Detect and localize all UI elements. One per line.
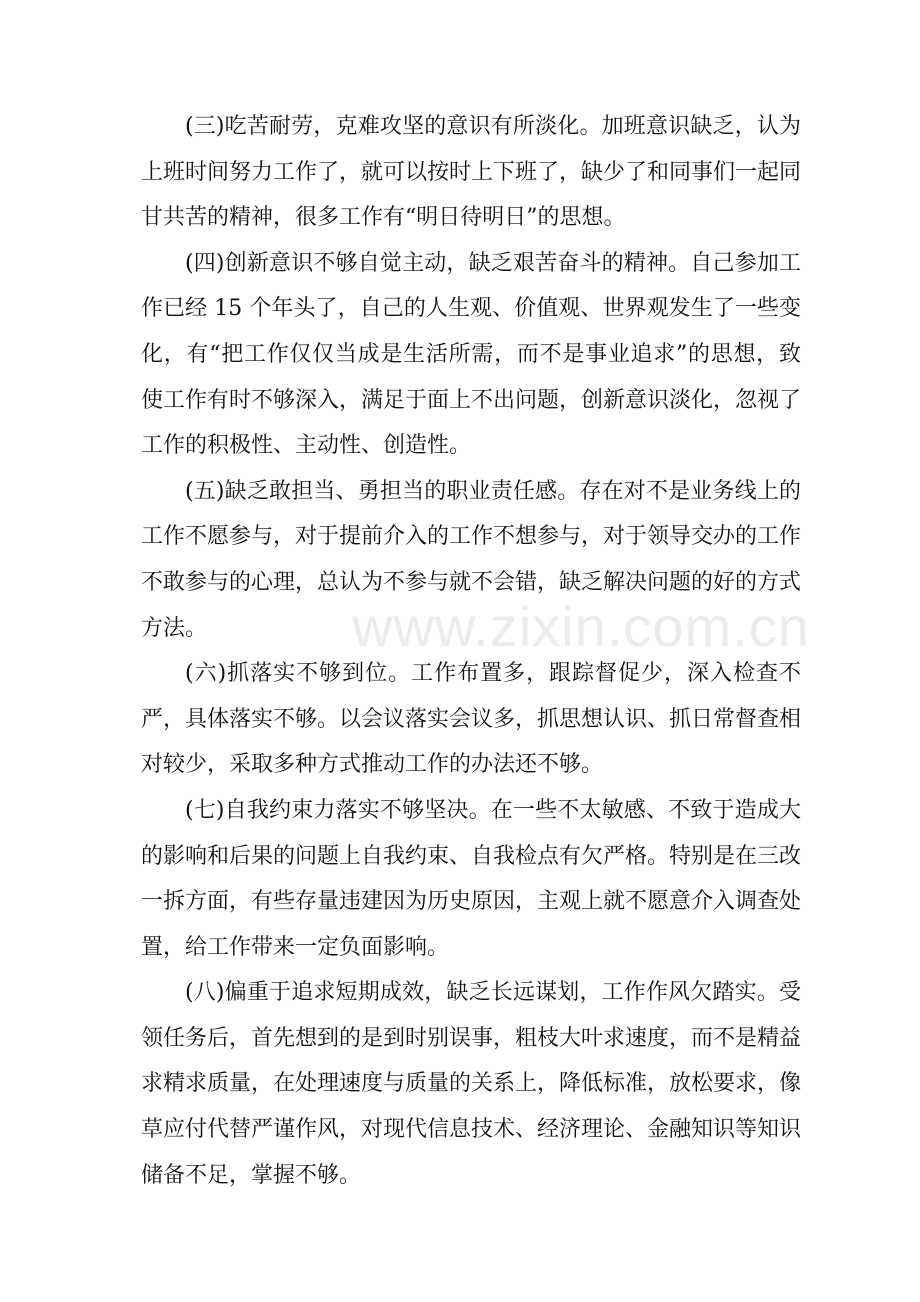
document-body <box>141 104 801 1198</box>
paragraph-7: (七)自我约束力落实不够坚决。在一些不太敏感、不致于造成大的影响和后果的问题上自我约束、自我检点有欠严格。特别是在三改一拆方面，有些存量违建因为历史原因，主观上就不愿意介入调查处置，给工作带来一定负面影响。 <box>141 797 802 960</box>
paragraph-6: (六)抓落实不够到位。工作布置多，跟踪督促少，深入检查不严，具体落实不够。以会议落实会议多，抓思想认识、抓日常督查相对较少，采取多种方式推动工作的办法还不够。 <box>141 661 802 778</box>
paragraph-4: (四)创新意识不够自觉主动，缺乏艰苦奋斗的精神。自己参加工作已经 15 个年头了，自己的人生观、价值观、世界观发生了一些变化，有“把工作仅仅当成是生活所需，而不是事业追求”的思想，致使工作有时不够深入，满足于面上不出问题，创新意识淡化，忽视了工作的积极性、主动性、创造性。 <box>141 250 802 459</box>
paragraph-8: (八)偏重于追求短期成效，缺乏长远谋划，工作作风欠踏实。受领任务后，首先想到的是到时别误事，粗枝大叶求速度，而不是精益求精求质量，在处理速度与质量的关系上，降低标准，放松要求，像草应付代替严谨作风，对现代信息技术、经济理论、金融知识等知识储备不足，掌握不够。 <box>141 980 802 1188</box>
paragraph-3: (三)吃苦耐劳，克难攻坚的意识有所淡化。加班意识缺乏，认为上班时间努力工作了，就可以按时上下班了，缺少了和同事们一起同甘共苦的精神，很多工作有“明日待明日”的思想。 <box>141 114 802 231</box>
paragraph-5: (五)缺乏敢担当、勇担当的职业责任感。存在对不是业务线上的工作不愿参与，对于提前介入的工作不想参与，对于领导交办的工作不敢参与的心理，总认为不参与就不会错，缺乏解决问题的好的方式方法。 <box>141 478 802 641</box>
watermark: www.zixin.com.cn <box>352 595 810 658</box>
